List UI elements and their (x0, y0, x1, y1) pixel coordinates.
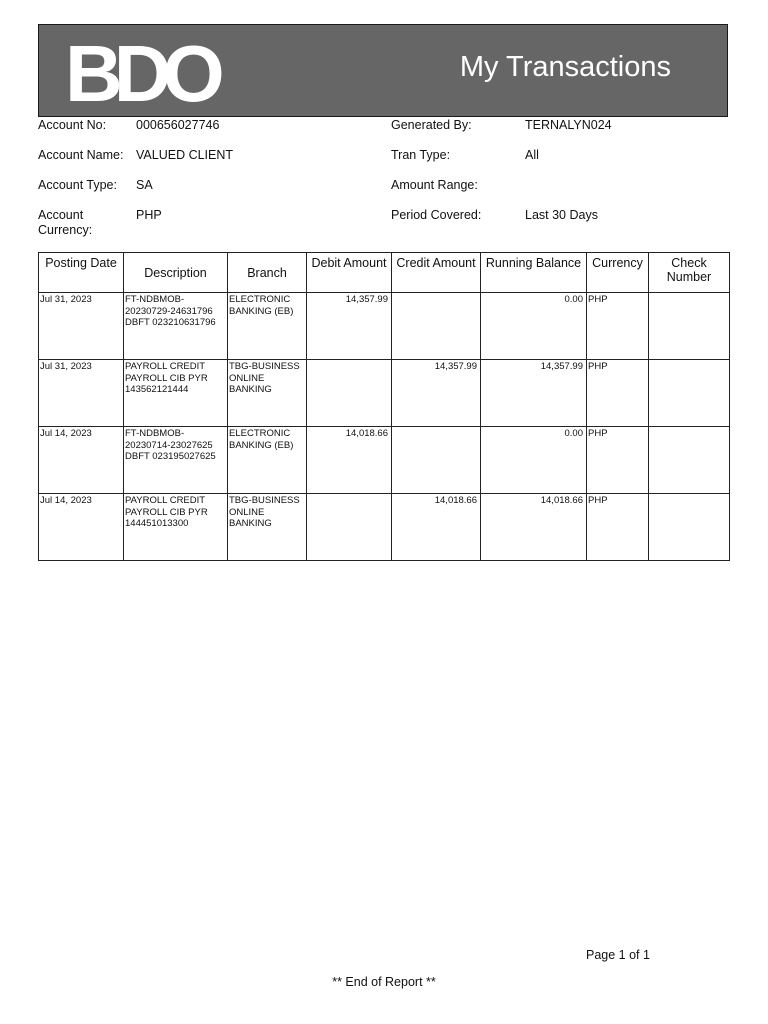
col-header-credit-amount: Credit Amount (392, 253, 481, 293)
bdo-logo: BDO (65, 29, 216, 118)
description-line: PAYROLL CIB PYR (125, 372, 208, 384)
cell-currency: PHP (587, 293, 649, 360)
account-currency-label-line1: Account (38, 208, 84, 222)
account-info-left (38, 118, 378, 243)
cell-running-balance: 14,357.99 (481, 360, 587, 427)
account-name-label: Account Name: (38, 148, 124, 162)
account-currency-label-line2: Currency: (38, 223, 93, 237)
cell-check-number (649, 427, 730, 494)
generated-by-value: TERNALYN024 (525, 118, 612, 132)
branch-line: ELECTRONIC (229, 294, 291, 305)
branch-line: ELECTRONIC (229, 428, 291, 439)
col-header-branch: Branch (228, 253, 307, 293)
cell-currency: PHP (587, 360, 649, 427)
report-header (38, 24, 728, 117)
cell-running-balance: 0.00 (481, 427, 587, 494)
cell-running-balance: 0.00 (481, 293, 587, 360)
cell-currency: PHP (587, 494, 649, 561)
cell-running-balance: 14,018.66 (481, 494, 587, 561)
branch-line: BANKING (EB) (229, 439, 294, 451)
cell-branch (228, 427, 307, 494)
cell-branch (228, 360, 307, 427)
account-info-right (391, 118, 721, 228)
cell-currency: PHP (587, 427, 649, 494)
branch-line: TBG-BUSINESS (229, 495, 300, 506)
description-line: FT-NDBMOB- (125, 294, 185, 305)
cell-check-number (649, 494, 730, 561)
amount-range-label: Amount Range: (391, 178, 478, 192)
cell-posting-date: Jul 14, 2023 (39, 427, 124, 494)
period-covered-value: Last 30 Days (525, 208, 598, 222)
cell-credit-amount (392, 427, 481, 494)
col-header-posting-date: Posting Date (39, 253, 124, 293)
branch-line: ONLINE (229, 506, 265, 518)
description-line: 143562121444 (125, 384, 189, 395)
table-row (39, 293, 730, 360)
cell-check-number (649, 293, 730, 360)
period-covered-label: Period Covered: (391, 208, 482, 222)
account-currency-value: PHP (136, 208, 162, 222)
account-no-value: 000656027746 (136, 118, 220, 132)
description-line: PAYROLL CREDIT (125, 361, 206, 372)
cell-credit-amount (392, 293, 481, 360)
description-line: PAYROLL CREDIT (125, 495, 206, 506)
branch-line: BANKING (229, 518, 272, 529)
col-header-check-number: Check Number (649, 253, 730, 293)
cell-debit-amount (307, 360, 392, 427)
cell-check-number (649, 360, 730, 427)
cell-description (124, 427, 228, 494)
generated-by-label: Generated By: (391, 118, 472, 132)
page-title: My Transactions (459, 51, 671, 83)
description-line: 20230729-24631796 (125, 305, 213, 317)
description-line: 144451013300 (125, 518, 189, 529)
cell-posting-date: Jul 14, 2023 (39, 494, 124, 561)
cell-debit-amount: 14,018.66 (307, 427, 392, 494)
cell-posting-date: Jul 31, 2023 (39, 360, 124, 427)
end-of-report: ** End of Report ** (332, 975, 436, 989)
description-line: PAYROLL CIB PYR (125, 506, 208, 518)
tran-type-value: All (525, 148, 539, 162)
branch-line: BANKING (229, 384, 272, 395)
col-header-description: Description (124, 253, 228, 293)
branch-line: TBG-BUSINESS (229, 361, 300, 372)
table-row (39, 427, 730, 494)
transactions-table (38, 252, 730, 561)
cell-description (124, 494, 228, 561)
cell-debit-amount (307, 494, 392, 561)
account-no-label: Account No: (38, 118, 107, 132)
description-line: DBFT 023195027625 (125, 451, 216, 462)
description-line: FT-NDBMOB- (125, 428, 185, 439)
cell-posting-date: Jul 31, 2023 (39, 293, 124, 360)
account-type-label: Account Type: (38, 178, 117, 192)
table-row (39, 360, 730, 427)
cell-branch (228, 494, 307, 561)
cell-branch (228, 293, 307, 360)
col-header-debit-amount: Debit Amount (307, 253, 392, 293)
col-header-running-balance: Running Balance (481, 253, 587, 293)
account-name-value: VALUED CLIENT (136, 148, 234, 162)
description-line: DBFT 023210631796 (125, 317, 216, 328)
branch-line: BANKING (EB) (229, 305, 294, 317)
cell-description (124, 293, 228, 360)
cell-credit-amount: 14,018.66 (392, 494, 481, 561)
description-line: 20230714-23027625 (125, 439, 213, 451)
account-type-value: SA (136, 178, 153, 192)
cell-credit-amount: 14,357.99 (392, 360, 481, 427)
cell-description (124, 360, 228, 427)
page-number: Page 1 of 1 (586, 948, 650, 962)
table-header-row (39, 253, 730, 293)
table-row (39, 494, 730, 561)
cell-debit-amount: 14,357.99 (307, 293, 392, 360)
col-header-currency: Currency (587, 253, 649, 293)
tran-type-label: Tran Type: (391, 148, 451, 162)
branch-line: ONLINE (229, 372, 265, 384)
